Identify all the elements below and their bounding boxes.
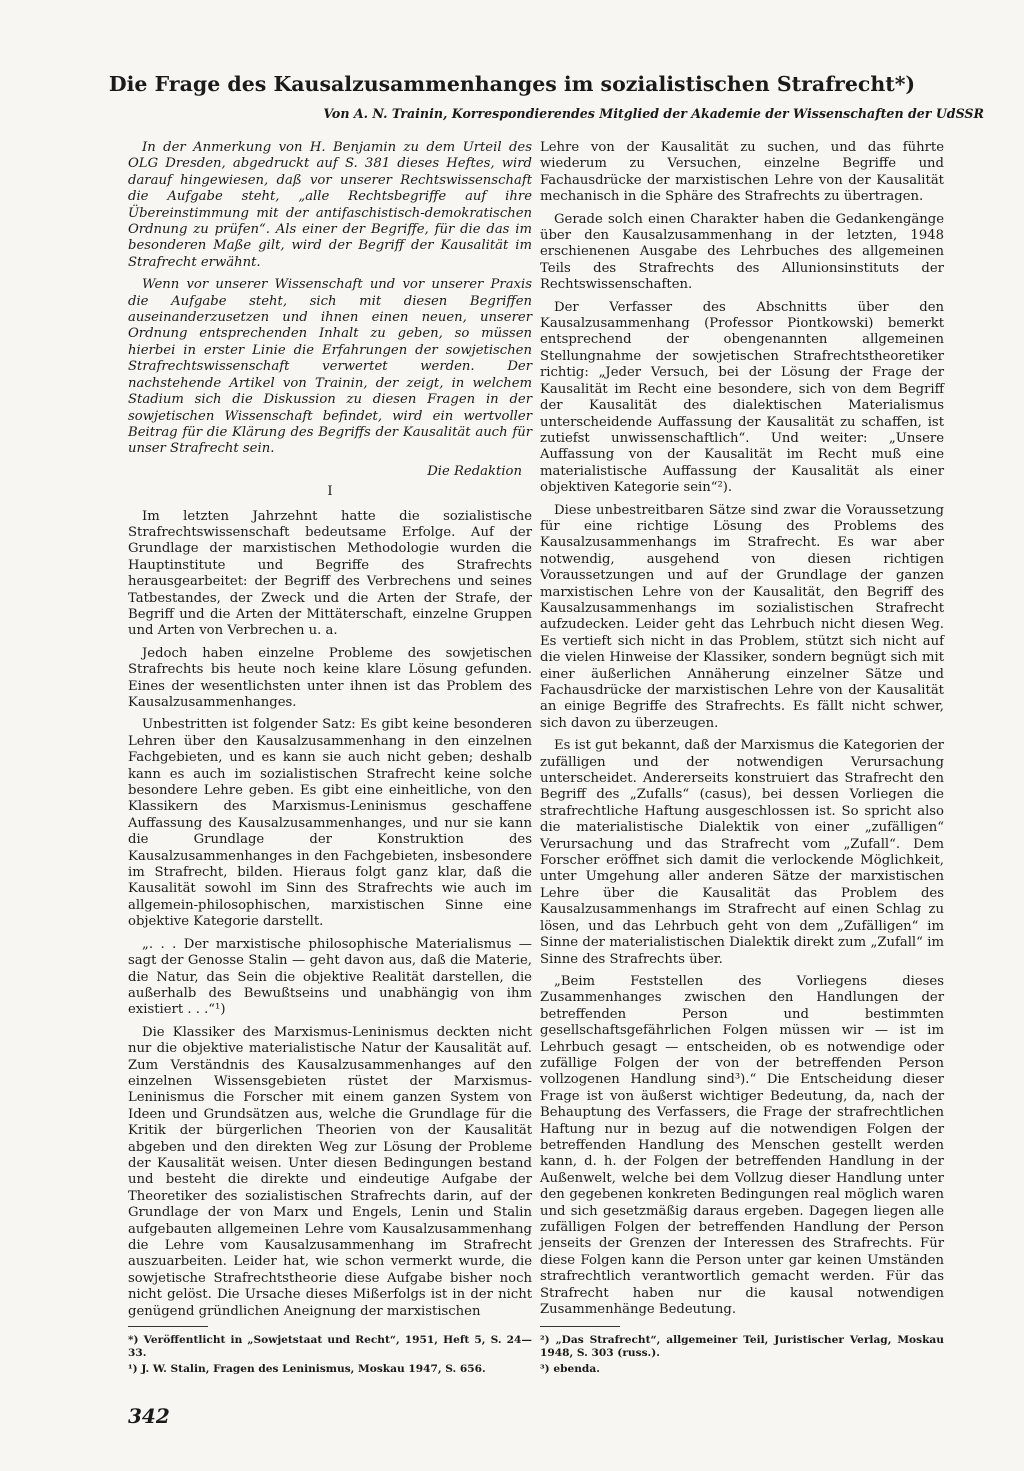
footnote-rule xyxy=(540,1326,620,1327)
footnote-rule xyxy=(128,1326,208,1327)
body-paragraph: Die Klassiker des Marxismus-Leninismus deckten nicht nur die objektive materialistische Natur der Kausalität auf. Zum Verständnis des Kausalzusammenhanges auf den einzelnen Wissensgebieten rüstet der Marxismus-Leninismus die Forscher mit einem ganzen System von Ideen und Grundsätzen aus, welche die Grundlage für die Kritik der bürgerlichen Theorien von der Kausalität abgeben und den direkten Weg zur Lösung der Probleme der Kausalität weisen. Unter diesen Bedingungen bestand und besteht die direkte und eindeutige Aufgabe der Theoretiker des sozialistischen Strafrechts darin, auf der Grundlage der von Marx und Engels, Lenin und Stalin aufgebauten allgemeinen Lehre vom Kausalzusammenhang die Lehre vom Kausalzusammenhang im Strafrecht auszuarbeiten. Leider hat, wie schon vermerkt wurde, die sowjetische Strafrechtstheorie diese Aufgabe bisher noch nicht gelöst. Die Ursache dieses Mißerfolgs ist in der nicht genügend gründlichen Aneignung der marxistischen xyxy=(128,1024,532,1319)
left-column xyxy=(128,140,532,1326)
body-paragraph: Diese unbestreitbaren Sätze sind zwar die Voraussetzung für eine richtige Lösung des Problems des Kausalzusammenhangs im Strafrecht. Es war aber notwendig, ausgehend von diesen richtigen Voraussetzungen und auf der Grundlage der ganzen marxistischen Lehre von der Kausalität, den Begriff des Kausalzusammenhangs im sozialistischen Strafrecht aufzudecken. Leider geht das Lehrbuch nicht diesen Weg. Es vertieft sich nicht in das Problem, stützt sich nicht auf die vielen Hinweise der Klassiker, sondern begnügt sich mit einer äußerlichen Annäherung einzelner Sätze und Fachausdrücke der marxistischen Lehre von der Kausalität an einige Begriffe des Strafrechts. Es fällt nicht schwer, sich davon zu überzeugen. xyxy=(540,502,944,731)
body-paragraph: Unbestritten ist folgender Satz: Es gibt keine besonderen Lehren über den Kausalzusammenhang in den einzelnen Fachgebieten, und es kann sie auch nicht geben; deshalb kann es auch im sozialistischen Strafrecht keine solche besondere Lehre geben. Es gibt eine einheitliche, von den Klassikern des Marxismus-Leninismus geschaffene Auffassung des Kausalzusammenhanges, und nur sie kann die Grundlage der Konstruktion des Kausalzusammenhanges in den Fachgebieten, insbesondere im Strafrecht, bilden. Hieraus folgt ganz klar, daß die Kausalität sowohl im Sinn des Strafrechts wie auch im allgemein-philosophischen, marxistischen Sinne eine objektive Kategorie darstellt. xyxy=(128,717,532,930)
body-paragraph: Im letzten Jahrzehnt hatte die sozialistische Strafrechtswissenschaft bedeutsame Erfolge. Auf der Grundlage der marxistischen Methodologie wurden die Hauptinstitute und Begriffe des Strafrechts herausgearbeitet: der Begriff des Verbrechens und seines Tatbestandes, der Zweck und die Arten der Strafe, der Begriff und die Arten der Mittäterschaft, einzelne Gruppen und Arten von Verbrechen u. a. xyxy=(128,508,532,639)
footnote: ¹) J. W. Stalin, Fragen des Leninismus, Moskau 1947, S. 656. xyxy=(128,1363,486,1376)
editorial-note-paragraph: In der Anmerkung von H. Benjamin zu dem Urteil des OLG Dresden, abgedruckt auf S. 381 dieses Heftes, wird darauf hingewiesen, daß vor unserer Rechtswissenschaft die Aufgabe steht, „alle Rechtsbegriffe auf ihre Übereinstimmung mit der antifaschistisch-demokratischen Ordnung zu prüfen“. Als einer der Begriffe, für die das im besonderen Maße gilt, wird der Begriff der Kausalität im Strafrecht erwähnt. xyxy=(128,140,532,270)
footnotes-right xyxy=(540,1334,944,1380)
article-byline: Von A. N. Trainin, Korrespondierendes Mitglied der Akademie der Wissenschaften der UdSSR xyxy=(323,106,984,121)
footnote: ³) ebenda. xyxy=(540,1363,600,1376)
body-paragraph: Gerade solch einen Charakter haben die Gedankengänge über den Kausalzusammenhang in der letzten, 1948 erschienenen Ausgabe des Lehrbuches des allgemeinen Teils des Strafrechts des Allunionsinstituts der Rechtswissenschaften. xyxy=(540,211,944,293)
footnote: *) Veröffentlicht in „Sowjetstaat und Recht“, 1951, Heft 5, S. 24—33. xyxy=(128,1334,532,1360)
editorial-note xyxy=(128,140,532,480)
body-paragraph: „Beim Feststellen des Vorliegens dieses Zusammenhanges zwischen den Handlungen der betreffenden Person und bestimmten gesellschaftsgefährlichen Folgen müssen wir — ist im Lehrbuch gesagt — entscheiden, ob es notwendige oder zufällige Folgen der von der betreffenden Person vollzogenen Handlung sind³).“ Die Entscheidung dieser Frage ist von äußerst wichtiger Bedeutung, da, nach der Behauptung des Verfassers, die Frage der strafrechtlichen Haftung nur in bezug auf die notwendigen Folgen der betreffenden Handlung des Menschen gestellt werden kann, d. h. der Folgen der betreffenden Handlung in der Außenwelt, welche bei dem Vollzug dieser Handlung unter den gegebenen konkreten Bedingungen real möglich waren und sich gesetzmäßig daraus ergeben. Dagegen liegen alle zufälligen Folgen der betreffenden Handlung der Person jenseits der Grenzen der Interessen des Strafrechts. Für diese Folgen kann die Person unter gar keinen Umständen strafrechtlich verantwortlich gemacht werden. Für das Strafrecht haben nur die kausal notwendigen Zusammenhänge Bedeutung. xyxy=(540,973,944,1318)
article-title: Die Frage des Kausalzusammenhanges im sozialistischen Strafrecht*) xyxy=(108,72,916,96)
page-number: 342 xyxy=(128,1404,170,1428)
section-heading: I xyxy=(327,484,333,500)
editorial-note-paragraph: Wenn vor unserer Wissenschaft und vor unserer Praxis die Aufgabe steht, sich mit diesen Begriffen auseinanderzusetzen und ihnen einen neuen, unserer Ordnung entsprechenden Inhalt zu geben, so müssen hierbei in erster Linie die Erfahrungen der sowjetischen Strafrechtswissenschaft verwertet werden. Der nachstehende Artikel von Trainin, der zeigt, in welchem Stadium sich die Diskussion zu diesen Fragen in der sowjetischen Wissenschaft befindet, wird ein wertvoller Beitrag für die Klärung des Begriffs der Kausalität auch für unser Strafrecht sein. xyxy=(128,277,532,457)
body-paragraph: Jedoch haben einzelne Probleme des sowjetischen Strafrechts bis heute noch keine klare Lösung gefunden. Eines der wesentlichsten unter ihnen ist das Problem des Kausalzusammenhanges. xyxy=(128,645,532,710)
footnote: ²) „Das Strafrecht“, allgemeiner Teil, Juristischer Verlag, Moskau 1948, S. 303 (russ.). xyxy=(540,1334,944,1360)
right-column xyxy=(540,140,944,1324)
body-paragraph: „. . . Der marxistische philosophische Materialismus — sagt der Genosse Stalin — geht davon aus, daß die Materie, die Natur, das Sein die objektive Realität darstellen, die außerhalb des Bewußtseins und unabhängig von ihm existiert . . .“¹) xyxy=(128,936,532,1018)
body-paragraph: Lehre von der Kausalität zu suchen, und das führte wiederum zu Versuchen, einzelne Begriffe und Fachausdrücke der marxistischen Lehre von der Kausalität mechanisch in die Sphäre des Strafrechts zu übertragen. xyxy=(540,140,944,205)
footnotes-left xyxy=(128,1334,532,1380)
editorial-signature: Die Redaktion xyxy=(427,463,522,479)
body-paragraph: Es ist gut bekannt, daß der Marxismus die Kategorien der zufälligen und der notwendigen Verursachung unterscheidet. Andererseits konstruiert das Strafrecht den Begriff des „Zufalls“ (casus), bei dessen Vorliegen die strafrechtliche Haftung ausgeschlossen ist. So spricht also die materialistische Dialektik von einer „zufälligen“ Verursachung und das Strafrecht vom „Zufall“. Dem Forscher eröffnet sich damit die verlockende Möglichkeit, unter Umgehung aller anderen Sätze der marxistischen Lehre über die Kausalität das Problem des Kausalzusammenhangs im Strafrecht auf einen Schlag zu lösen, und das Lehrbuch geht von dem „Zufälligen“ im Sinne der materialistischen Dialektik direkt zum „Zufall“ im Sinne des Strafrechts über. xyxy=(540,738,944,967)
body-paragraph: Der Verfasser des Abschnitts über den Kausalzusammenhang (Professor Piontkowski) bemerkt entsprechend der obengenannten allgemeinen Stellungnahme der sowjetischen Strafrechtstheoretiker richtig: „Jeder Versuch, bei der Lösung der Frage der Kausalität im Recht eine besondere, sich von dem Begriff der Kausalität des dialektischen Materialismus unterscheidende Auffassung der Kausalität zu schaffen, ist zutiefst unwissenschaftlich“. Und weiter: „Unsere Auffassung von der Kausalität im Recht muß eine materialistische Auffassung der Kausalität als einer objektiven Kategorie sein“²). xyxy=(540,299,944,496)
